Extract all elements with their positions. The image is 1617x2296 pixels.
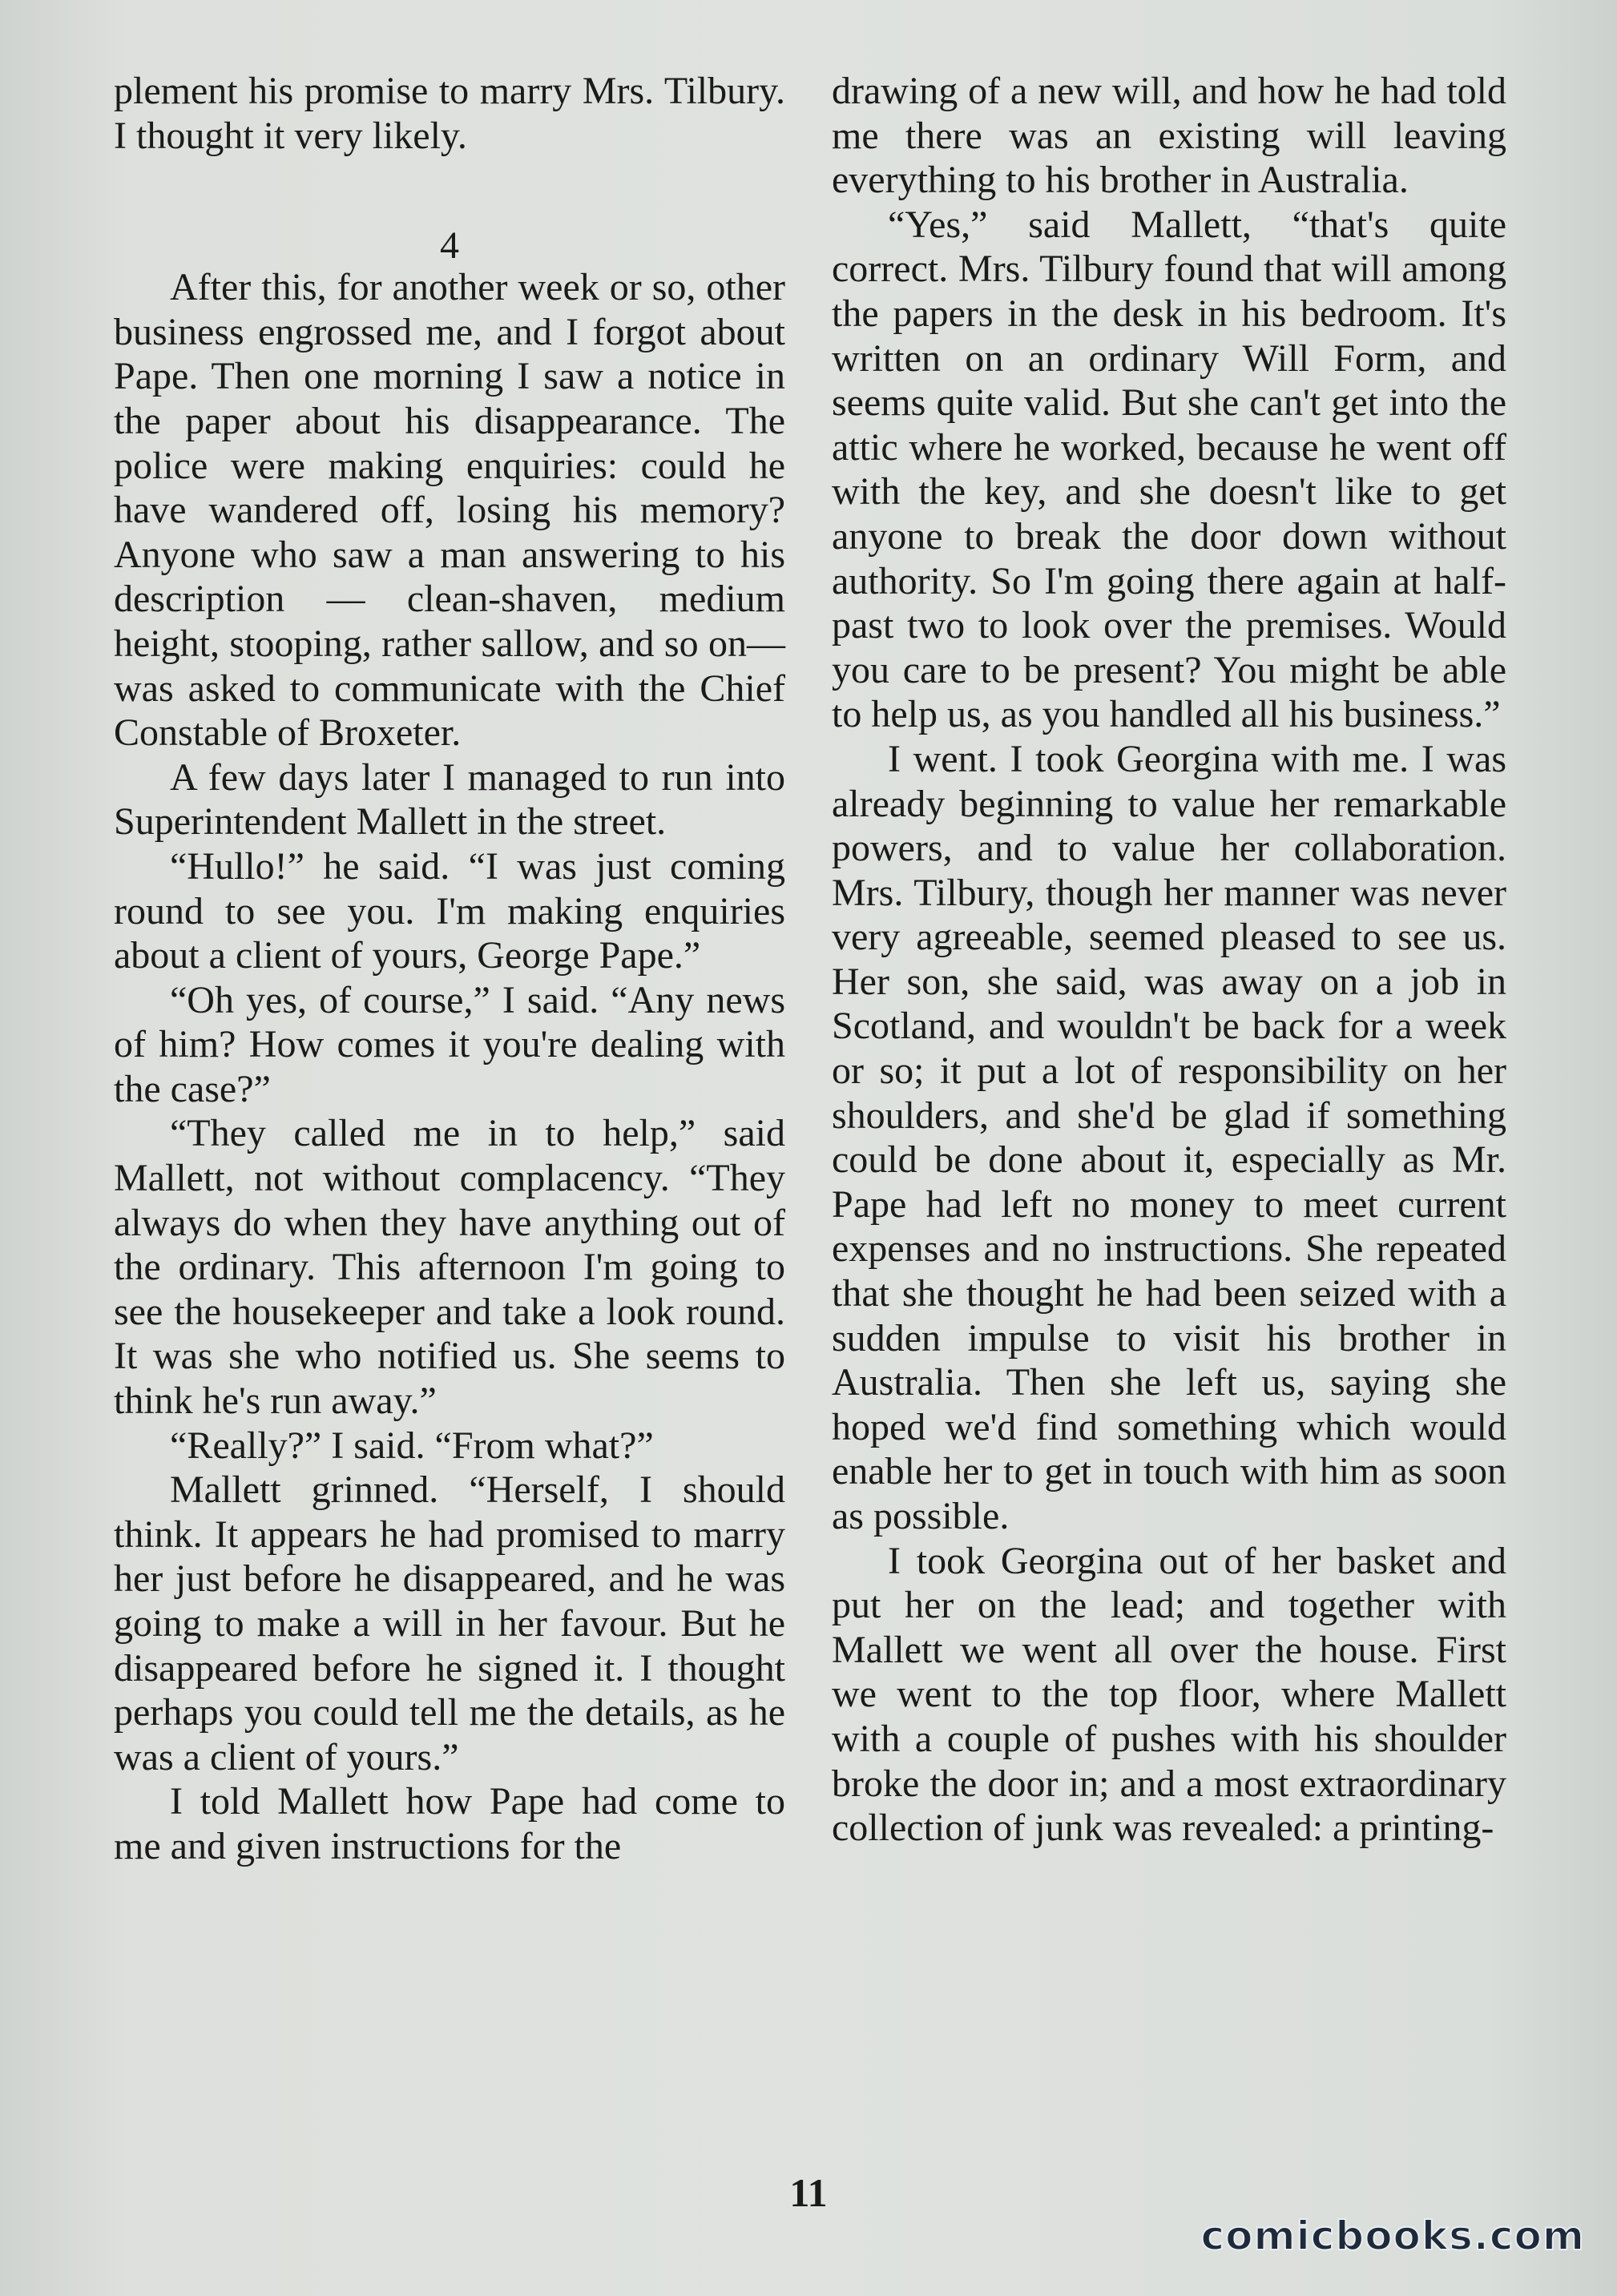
paragraph: A few days later I managed to run into Superintendent Mallett in the street. xyxy=(114,755,785,844)
site-watermark: comicbooks.com xyxy=(1200,2213,1585,2259)
paragraph-continuation: drawing of a new will, and how he had told me there was an existing will leaving everything to his brother in Australia. xyxy=(832,70,1506,202)
paragraph: “Really?” I said. “From what?” xyxy=(170,1424,654,1467)
paragraph-continuation: plement his promise to marry Mrs. Tilbury. I thought it very likely. xyxy=(114,70,785,157)
paragraph: “Oh yes, of course,” I said. “Any news of him? How comes it you're dealing with the case?” xyxy=(114,978,785,1110)
paragraph: I took Georgina out of her basket and put her on the lead; and together with Mallett we went all over the house. First we went to the top floor, where Mallett with a couple of pushes with his shoulder broke the door in; and a most extraordinary collection of junk was revealed: a printing- xyxy=(832,1539,1506,1850)
paragraph: “They called me in to help,” said Mallett, not without complacency. “They always do when they have anything out of the ordinary. This afternoon I'm going to see the housekeeper and take a look round. It was she who notified us. She seems to think he's run away.” xyxy=(114,1112,785,1423)
section-number: 4 xyxy=(440,224,459,268)
page-number: 11 xyxy=(789,2170,828,2215)
paragraph: Mallett grinned. “Herself, I should think. It appears he had promised to marry her just before he disappeared, and he was going to make a will in her favour. But he disappeared before he signed it. I thought perhaps you could tell me the details, as he was a client of yours.” xyxy=(114,1468,785,1778)
paragraph: “Yes,” said Mallett, “that's quite correct. Mrs. Tilbury found that will among the papers in the desk in his bedroom. It's written on an ordinary Will Form, and seems quite valid. But she can't get into the attic where he worked, because he went off with the key, and she doesn't like to get anyone to break the door down without authority. So I'm going there again at half-past two to look over the premises. Would you care to be present? You might be able to help us, as you handled all his business.” xyxy=(832,203,1506,736)
paragraph: I went. I took Georgina with me. I was already beginning to value her remarkable powers, and to value her collaboration. Mrs. Tilbury, though her manner was never very agreeable, seemed pleased to see us. Her son, she said, was away on a job in Scotland, and wouldn't be back for a week or so; it put a lot of responsibility on her shoulders, and she'd be glad if something could be done about it, especially as Mr. Pape had left no money to meet current expenses and no instructions. She repeated that she thought he had been seized with a sudden impulse to visit his brother in Australia. Then she left us, saying she hoped we'd find something which would enable her to get in touch with him as soon as possible. xyxy=(832,737,1506,1537)
paragraph: “Hullo!” he said. “I was just coming round to see you. I'm making enquiries about a client of yours, George Pape.” xyxy=(114,844,785,977)
left-text-column xyxy=(114,69,785,1869)
paragraph: After this, for another week or so, other business engrossed me, and I forgot about Pape. Then one morning I saw a notice in the paper about his disappearance. The police were making enquiries: could he have wandered off, losing his memory? Anyone who saw a man answering to his description — clean-shaven, medium height, stooping, rather sallow, and so on—was asked to communicate with the Chief Constable of Broxeter. xyxy=(114,266,785,755)
paragraph: I told Mallett how Pape had come to me and given instructions for the xyxy=(114,1780,785,1867)
right-text-column xyxy=(832,69,1506,1851)
